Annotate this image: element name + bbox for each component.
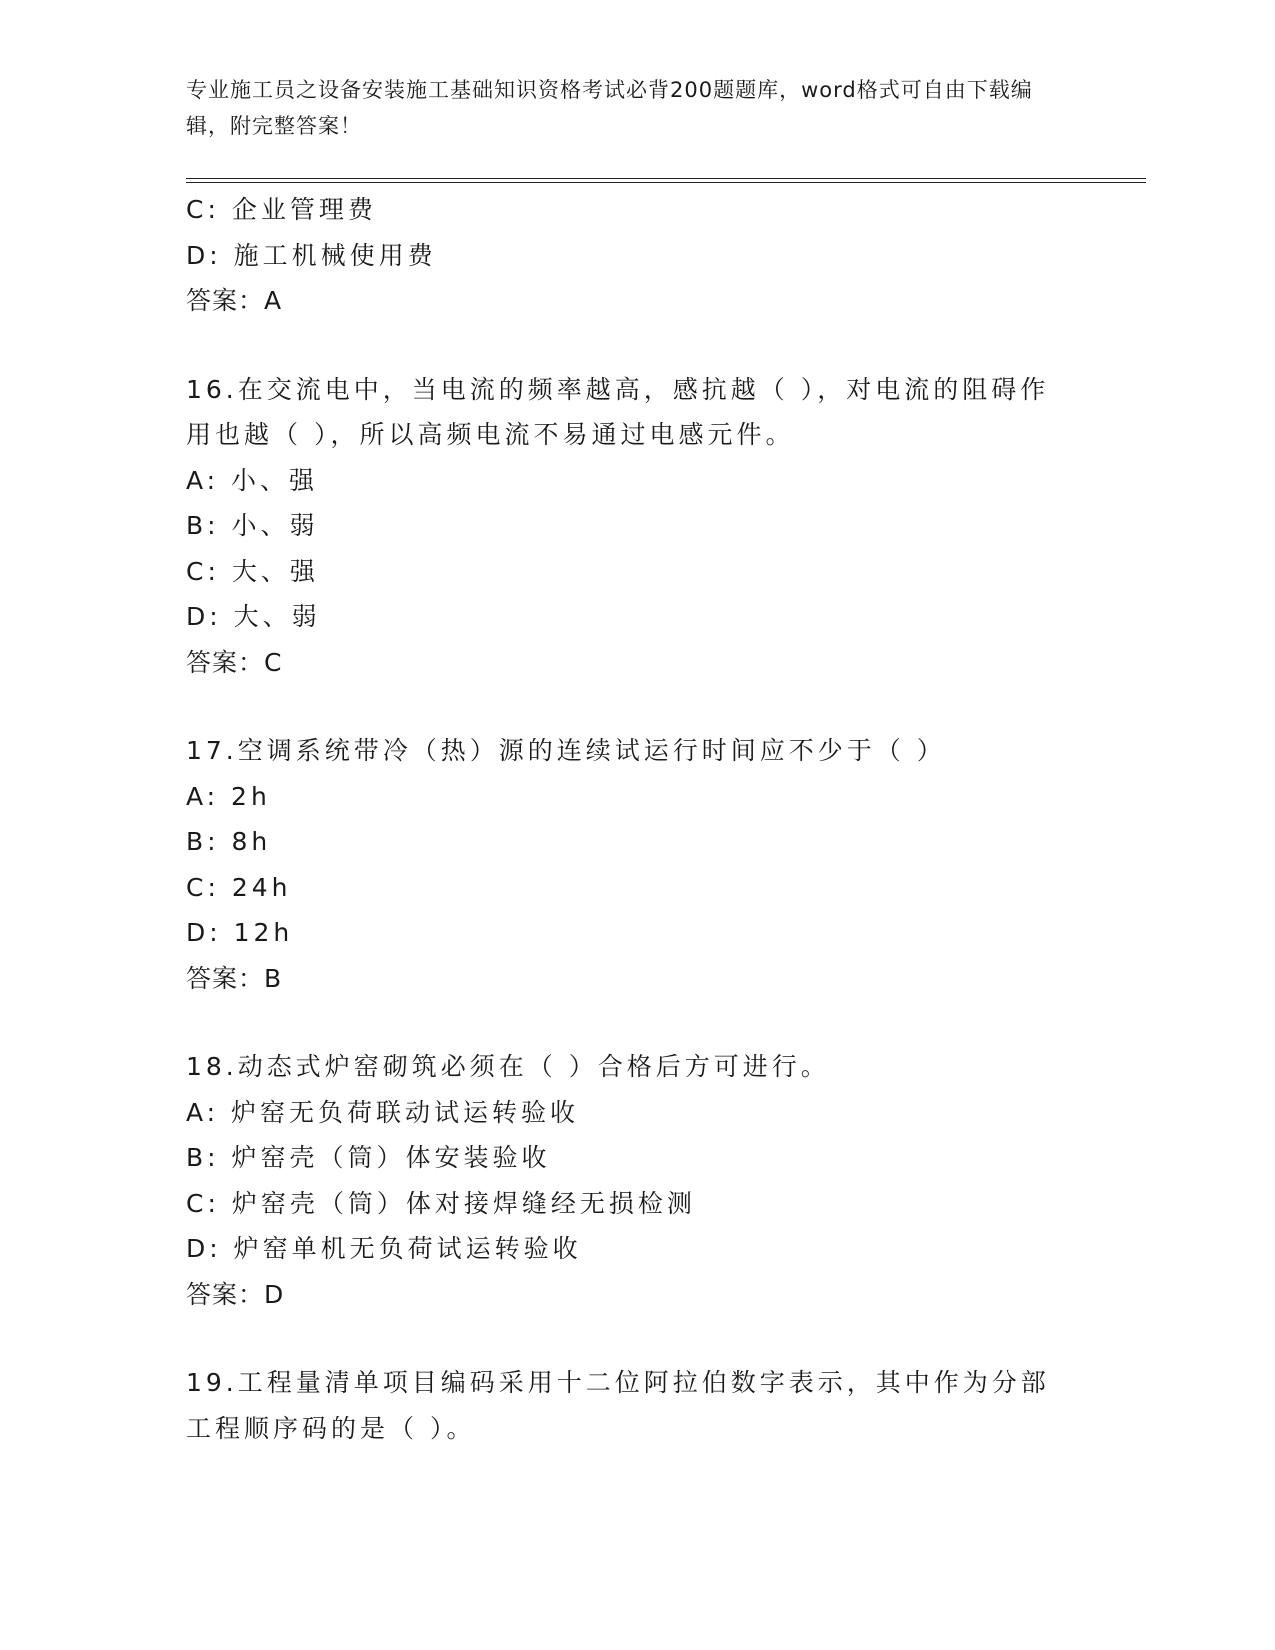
document-header	[186, 72, 1066, 144]
question-block-16	[186, 367, 1086, 686]
option-b: B: 炉窑壳（筒）体安装验收	[186, 1143, 551, 1172]
spacer	[186, 685, 1086, 728]
option-d: D: 炉窑单机无负荷试运转验收	[186, 1234, 582, 1263]
spacer	[186, 324, 1086, 367]
option-c: C: 炉窑壳（筒）体对接焊缝经无损检测	[186, 1188, 696, 1218]
option-c: C: 大、强	[186, 556, 319, 586]
spacer	[186, 1001, 1086, 1044]
option-d: D: 大、弱	[186, 602, 321, 631]
question-block-18	[186, 1044, 1086, 1317]
option-b: B: 8h	[186, 827, 272, 856]
header-divider-top	[186, 178, 1146, 179]
option-a: A: 炉窑无负荷联动试运转验收	[186, 1097, 580, 1127]
answer-line: 答案：A	[186, 286, 283, 315]
option-a: A: 2h	[186, 781, 271, 811]
header-divider-bottom	[186, 182, 1146, 183]
answer-line: 答案：C	[186, 647, 283, 677]
question-block-17	[186, 728, 1086, 1001]
question-block-prev	[186, 187, 1086, 324]
question-text: 19.工程量清单项目编码采用十二位阿拉伯数字表示，其中作为分部工程顺序码的是（ ）。	[186, 1368, 1050, 1443]
option-c: C: 24h	[186, 872, 292, 902]
question-block-19	[186, 1360, 1086, 1451]
question-list	[186, 187, 1086, 1451]
option-c: C: 企业管理费	[186, 195, 377, 224]
spacer	[186, 1317, 1086, 1360]
answer-line: 答案：D	[186, 1279, 285, 1309]
option-d: D: 12h	[186, 918, 294, 947]
answer-line: 答案：B	[186, 963, 283, 993]
option-a: A: 小、强	[186, 465, 319, 495]
option-d: D: 施工机械使用费	[186, 240, 437, 270]
header-title: 专业施工员之设备安装施工基础知识资格考试必背200题题库，word格式可自由下载编辑，附完整答案！	[186, 78, 1033, 138]
question-text: 18.动态式炉窑砌筑必须在（ ）合格后方可进行。	[186, 1052, 830, 1081]
question-text: 17.空调系统带冷（热）源的连续试运行时间应不少于（ ）	[186, 736, 946, 765]
question-text: 16.在交流电中，当电流的频率越高，感抗越（ ），对电流的阻碍作用也越（ ），所以高频电流不易通过电感元件。	[186, 374, 1050, 449]
option-b: B: 小、弱	[186, 511, 319, 540]
